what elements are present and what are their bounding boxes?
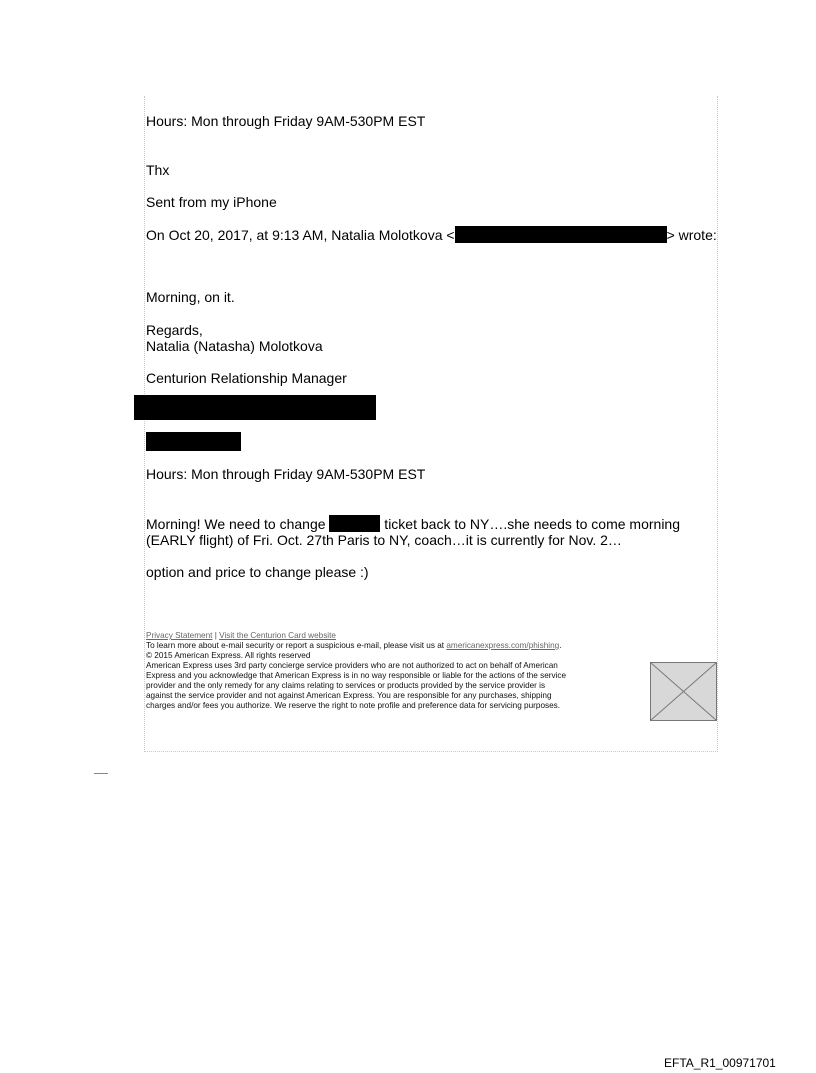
request-text: ticket back to NY….she needs to come morning xyxy=(380,516,681,532)
redacted-name xyxy=(329,515,380,532)
redaction-block xyxy=(134,395,376,420)
bates-number: EFTA_R1_00971701 xyxy=(664,1056,776,1070)
request-line: (EARLY flight) of Fri. Oct. 27th Paris to NY, coach…it is currently for Nov. 2… xyxy=(146,532,622,548)
quote-prefix: On Oct 20, 2017, at 9:13 AM, Natalia Molotkova < xyxy=(146,227,455,243)
quote-header xyxy=(146,226,717,243)
copyright-text: © 2015 American Express. All rights reserved xyxy=(146,651,311,660)
sent-from-text: Sent from my iPhone xyxy=(146,194,277,210)
phishing-link[interactable]: americanexpress.com/phishing xyxy=(446,641,560,650)
disclaimer-line: American Express uses 3rd party concierge service providers who are not authorized to act on behalf of American xyxy=(146,661,558,670)
email-footer xyxy=(146,631,648,711)
link-separator: | xyxy=(214,631,217,640)
quote-suffix: > wrote: xyxy=(666,227,717,243)
privacy-statement-link[interactable]: Privacy Statement xyxy=(146,631,213,640)
disclaimer-line: charges and/or fees you authorize. We reserve the right to note profile and preference data for servicing purposes. xyxy=(146,701,561,710)
request-line xyxy=(146,515,680,532)
request-line: option and price to change please :) xyxy=(146,564,369,580)
broken-image-icon xyxy=(651,663,716,720)
redacted-email xyxy=(455,226,667,243)
security-notice: To learn more about e-mail security or report a suspicious e-mail, please visit us at americanexpress.com/phishing. xyxy=(146,641,562,650)
signature-name: Natalia (Natasha) Molotkova xyxy=(146,338,323,354)
reply-text: Morning, on it. xyxy=(146,289,235,305)
disclaimer-line: against the service provider and not against American Express. You are responsible for any purchases, shipping xyxy=(146,691,552,700)
regards-text: Regards, xyxy=(146,322,203,338)
footer-links xyxy=(146,631,648,641)
centurion-website-link[interactable]: Visit the Centurion Card website xyxy=(219,631,336,640)
disclaimer-line: Express and you acknowledge that American Express is in no way responsible or liable for the actions of the service xyxy=(146,671,567,680)
request-text: Morning! We need to change xyxy=(146,516,330,532)
hours-line: Hours: Mon through Friday 9AM-530PM EST xyxy=(146,113,426,129)
hours-line: Hours: Mon through Friday 9AM-530PM EST xyxy=(146,466,426,482)
page-mark xyxy=(94,765,108,774)
signature-title: Centurion Relationship Manager xyxy=(146,370,347,386)
redaction-block xyxy=(146,432,241,451)
disclaimer-line: provider and the only remedy for any claims relating to services or products provided by the service provider is xyxy=(146,681,546,690)
thx-text: Thx xyxy=(146,162,170,178)
missing-image-placeholder xyxy=(650,662,717,721)
